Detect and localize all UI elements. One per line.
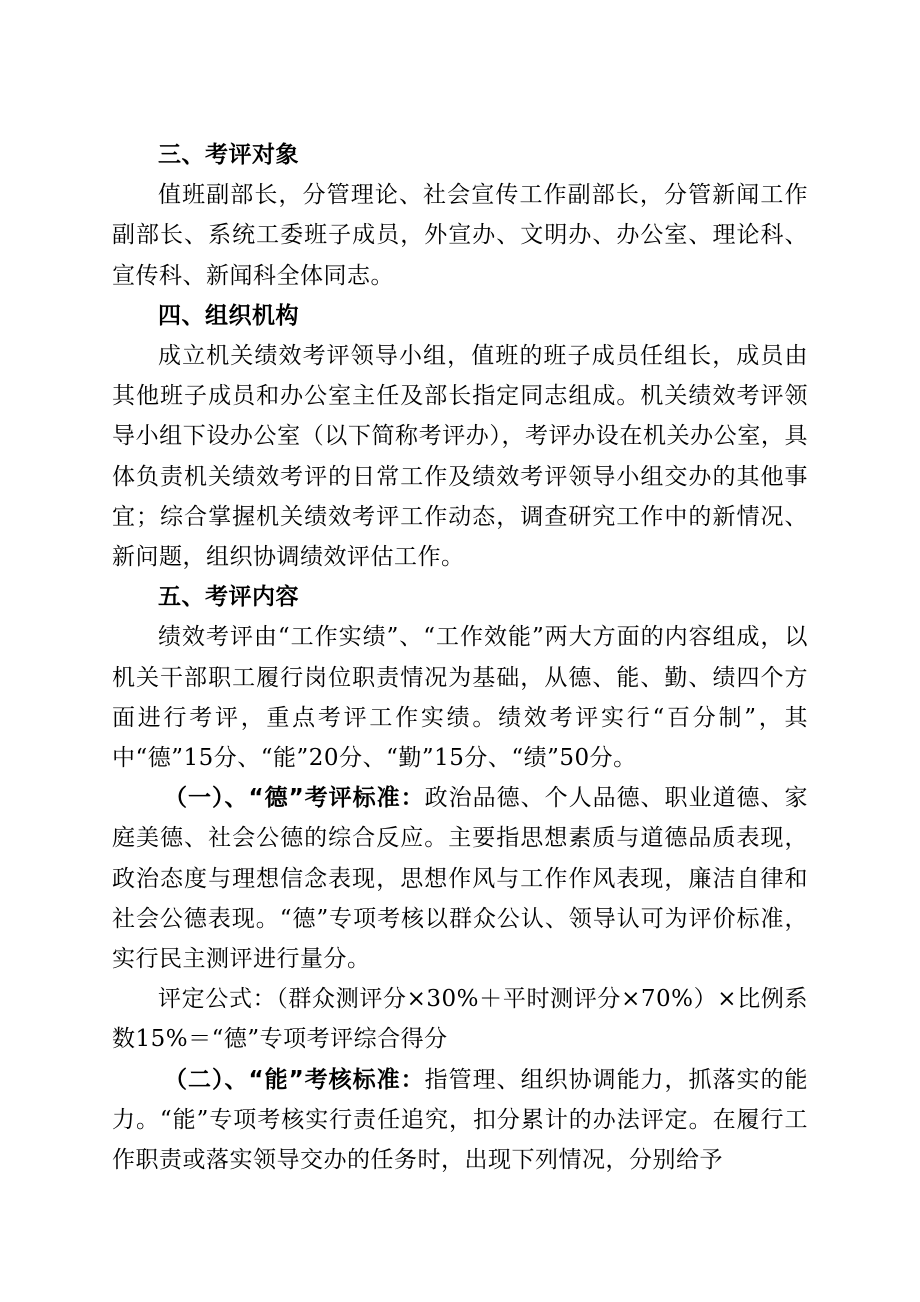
- section-heading-evaluation-content: 五、考评内容: [158, 584, 299, 611]
- evaluation-content-paragraph: 绩效考评由“工作实绩”、“工作效能”两大方面的内容组成，以机关干部职工履行岗位职责情况为基础，从德、能、勤、绩四个方面进行考评，重点考评工作实绩。绩效考评实行“百分制”，其中“德”15分、“能”20分、“勤”15分、“绩”50分。: [112, 624, 808, 772]
- ability-standard-label: （二）、“能”考核标准：: [164, 1066, 425, 1093]
- morality-formula-paragraph: 评定公式：（群众测评分×30%＋平时测评分×70%）×比例系数15%＝“德”专项考评综合得分: [112, 986, 808, 1053]
- evaluation-targets-paragraph: 值班副部长，分管理论、社会宣传工作副部长，分管新闻工作副部长、系统工委班子成员，外宣办、文明办、办公室、理论科、宣传科、新闻科全体同志。: [112, 182, 808, 289]
- morality-standard-text: 政治品德、个人品德、职业道德、家庭美德、社会公德的综合反应。主要指思想素质与道德品质表现，政治态度与理想信念表现，思想作风与工作作风表现，廉洁自律和社会公德表现。“德”专项考核以群众公认、领导认可为评价标准，实行民主测评进行量分。: [112, 785, 809, 973]
- ability-standard-paragraph: [112, 1060, 808, 1181]
- section-heading-evaluation-targets: 三、考评对象: [158, 142, 299, 168]
- document-body: [112, 135, 808, 1180]
- organization-paragraph: 成立机关绩效考评领导小组，值班的班子成员任组长，成员由其他班子成员和办公室主任及部长指定同志组成。机关绩效考评领导小组下设办公室（以下简称考评办），考评办设在机关办公室，具体负责机关绩效考评的日常工作及绩效考评领导小组交办的其他事宜；综合掌握机关绩效考评工作动态，调查研究工作中的新情况、新问题，组织协调绩效评估工作。: [112, 343, 808, 571]
- morality-standard-label: （一）、“德”考评标准：: [164, 785, 425, 812]
- morality-standard-paragraph: [112, 778, 808, 979]
- ability-standard-text: 指管理、组织协调能力，抓落实的能力。“能”专项考核实行责任追究，扣分累计的办法评定。在履行工作职责或落实领导交办的任务时，出现下列情况，分别给予: [112, 1066, 809, 1174]
- section-heading-organization: 四、组织机构: [158, 302, 299, 329]
